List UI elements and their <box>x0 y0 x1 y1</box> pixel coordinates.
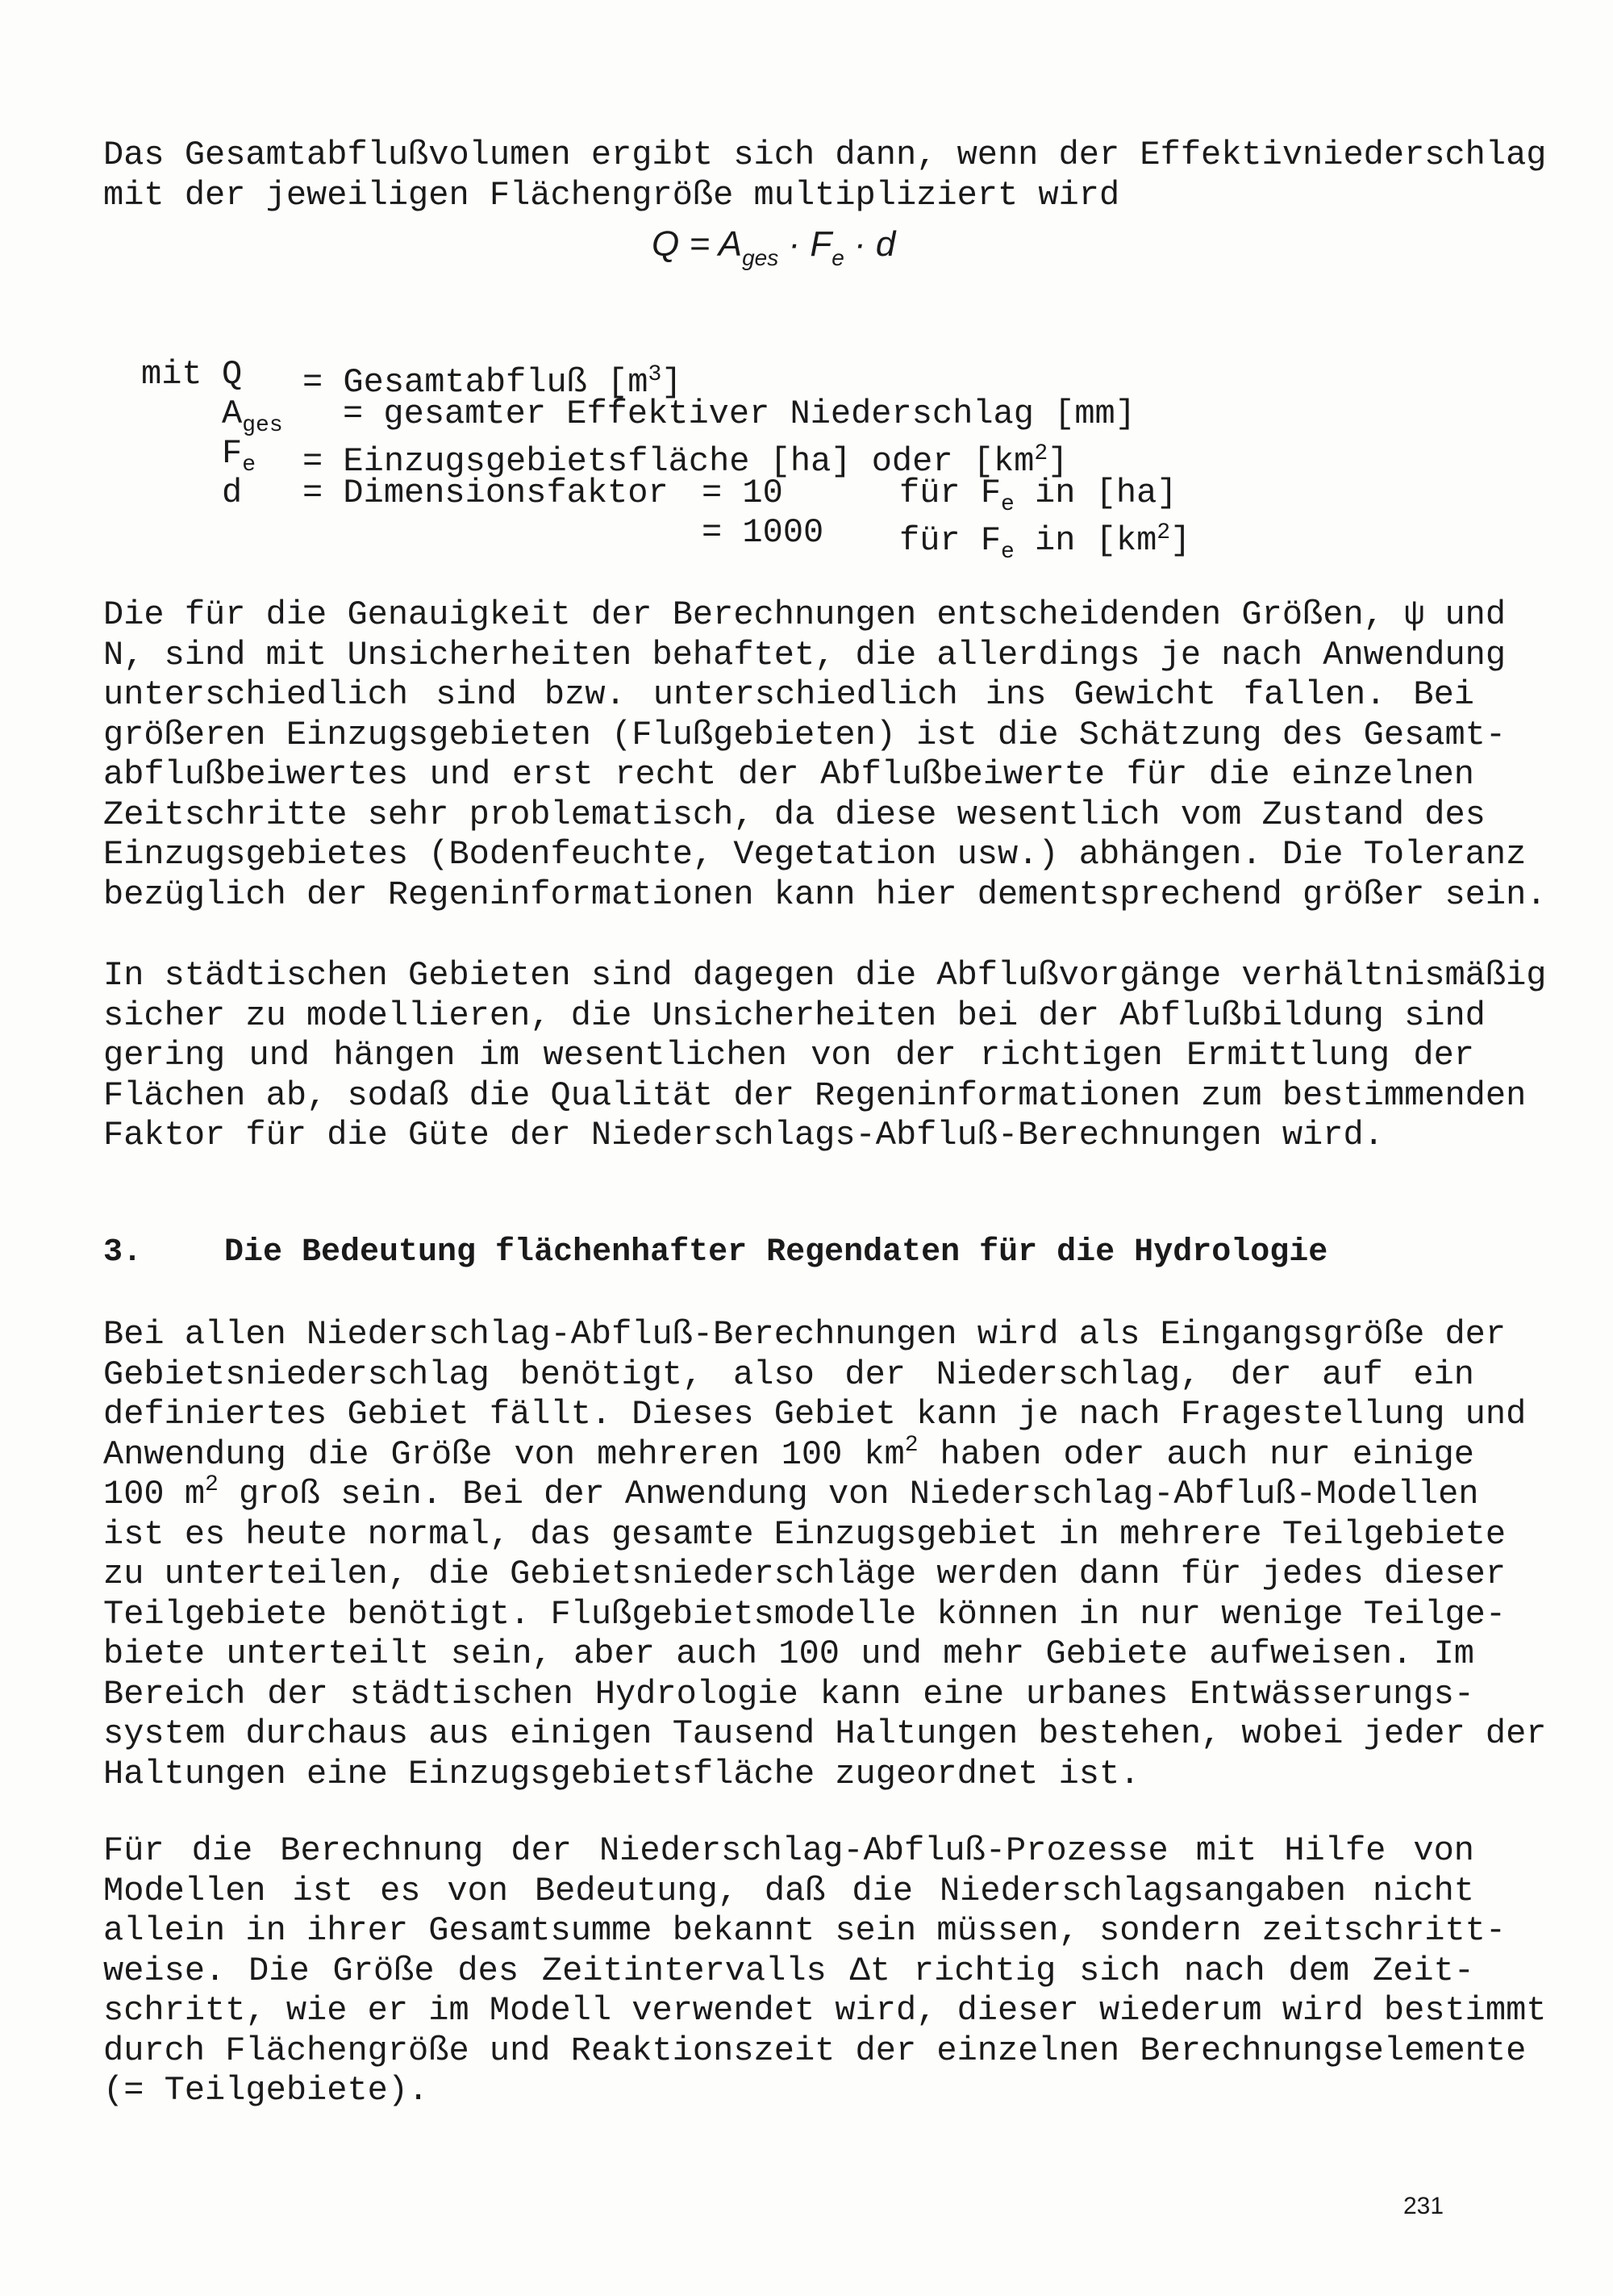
symbol: Q <box>222 355 243 394</box>
paragraph-uncertainty <box>103 595 1547 915</box>
text-line: Zeitschritte sehr problematisch, da diese wesentlich vom Zustand des <box>103 795 1486 834</box>
text-line: gering und hängen im wesentlichen von der richtigen Ermittlung der <box>103 1036 1474 1075</box>
text-line: Die für die Genauigkeit der Berechnungen entscheidenden Größen, ψ und <box>103 595 1507 634</box>
text-line: Haltungen eine Einzugsgebietsfläche zugeordnet ist. <box>103 1754 1140 1793</box>
symbol: $A_{ges}$ <box>222 394 283 438</box>
text-line: Bereich der städtischen Hydrologie kann eine urbanes Entwässerungs- <box>103 1674 1474 1714</box>
text-line: Faktor für die Güte der Niederschlags-Abfluß-Berechnungen wird. <box>103 1116 1384 1154</box>
formula: $Q = A_{ges} \cdot F_e \cdot d$ <box>652 224 896 270</box>
text-line: Für die Berechnung der Niederschlag-Abfluß-Prozesse mit Hilfe von <box>103 1831 1474 1870</box>
text-line: allein in ihrer Gesamtsumme bekannt sein müssen, sondern zeitschritt- <box>103 1911 1507 1950</box>
section-title: Die Bedeutung flächenhafter Regendaten für die Hydrologie <box>224 1234 1328 1271</box>
text-line: Modellen ist es von Bedeutung, daß die Niederschlagsangaben nicht <box>103 1871 1474 1910</box>
text-line: unterschiedlich sind bzw. unterschiedlich ins Gewicht fallen. Bei <box>103 675 1474 714</box>
text-line: größeren Einzugsgebieten (Flußgebieten) ist die Schätzung des Gesamt- <box>103 715 1507 754</box>
text-line: Einzugsgebietes (Bodenfeuchte, Vegetation usw.) abhängen. Die Toleranz <box>103 835 1527 874</box>
page-number: 231 <box>1403 2193 1444 2219</box>
text-line: weise. Die Größe des Zeitintervalls Δt richtig sich nach dem Zeit- <box>103 1951 1474 1990</box>
text-line: zu unterteilen, die Gebietsniederschläge werden dann für jedes dieser <box>103 1555 1507 1593</box>
text-line: Gebietsniederschlag benötigt, also der Niederschlag, der auf ein <box>103 1355 1474 1394</box>
text-line: ist es heute normal, das gesamte Einzugsgebiet in mehrere Teilgebiete <box>103 1514 1507 1554</box>
text-line: bezüglich der Regeninformationen kann hier dementsprechend größer sein. <box>103 875 1547 914</box>
text-line: sicher zu modellieren, die Unsicherheiten bei der Abflußbildung sind <box>103 996 1486 1035</box>
definition-text: = gesamter Effektiver Niederschlag [mm] <box>343 394 1136 433</box>
text-line: Anwendung die Größe von mehreren 100 $km^2$ haben oder auch nur einige <box>103 1432 1474 1474</box>
definition-text: = Dimensionsfaktor <box>302 474 669 512</box>
unit-note: für $F_e$ in $[km^2]$ <box>899 520 1191 565</box>
text-line: (= Teilgebiete). <box>103 2071 429 2110</box>
definition-text: = Einzugsgebietsfläche [ha] oder $[km^2]$ <box>302 441 1069 481</box>
text-line: N, sind mit Unsicherheiten behaftet, die allerdings je nach Anwendung <box>103 635 1507 674</box>
text-line: system durchaus aus einigen Tausend Haltungen bestehen, wobei jeder der <box>103 1714 1547 1753</box>
text-line: definiertes Gebiet fällt. Dieses Gebiet kann je nach Fragestellung und <box>103 1395 1527 1434</box>
text-line: mit der jeweiligen Flächengröße multipliziert wird <box>103 175 1120 215</box>
text-line: Flächen ab, sodaß die Qualität der Regeninformationen zum bestimmenden <box>103 1075 1527 1115</box>
symbol: $F_e$ <box>222 434 256 478</box>
paragraph-areal-precip <box>103 1315 1547 1794</box>
paragraph-urban <box>103 956 1547 1156</box>
text-line: abflußbeiwertes und erst recht der Abflußbeiwerte für die einzelnen <box>103 755 1474 794</box>
text-line: Teilgebiete benötigt. Flußgebietsmodelle können in nur wenige Teilge- <box>103 1594 1507 1634</box>
text-line: In städtischen Gebieten sind dagegen die Abflußvorgänge verhältnismäßig <box>103 956 1547 995</box>
text-line: schritt, wie er im Modell verwendet wird, dieser wiederum wird bestimmt <box>103 1991 1547 2030</box>
paragraph-intro <box>103 136 1547 215</box>
unit-note: für $F_e$ in [ha] <box>899 474 1177 517</box>
section-number: 3. <box>103 1234 143 1271</box>
text-line: 100 $m^2$ groß sein. Bei der Anwendung von Niederschlag-Abfluß-Modellen <box>103 1472 1479 1513</box>
paragraph-time-step <box>103 1831 1547 2111</box>
mit-label: mit <box>141 355 202 394</box>
text-line: Bei allen Niederschlag-Abfluß-Berechnungen wird als Eingangsgröße der <box>103 1315 1507 1354</box>
factor-value: = 1000 <box>702 513 824 552</box>
symbol: d <box>222 474 243 512</box>
text-line: durch Flächengröße und Reaktionszeit der einzelnen Berechnungselemente <box>103 2031 1527 2070</box>
factor-value: = 10 <box>702 474 783 512</box>
definition-text: = Gesamtabfluß $[m^3]$ <box>302 362 682 402</box>
text-line: Das Gesamtabflußvolumen ergibt sich dann, wenn der Effektivniederschlag <box>103 136 1547 174</box>
text-line: biete unterteilt sein, aber auch 100 und mehr Gebiete aufweisen. Im <box>103 1634 1474 1673</box>
